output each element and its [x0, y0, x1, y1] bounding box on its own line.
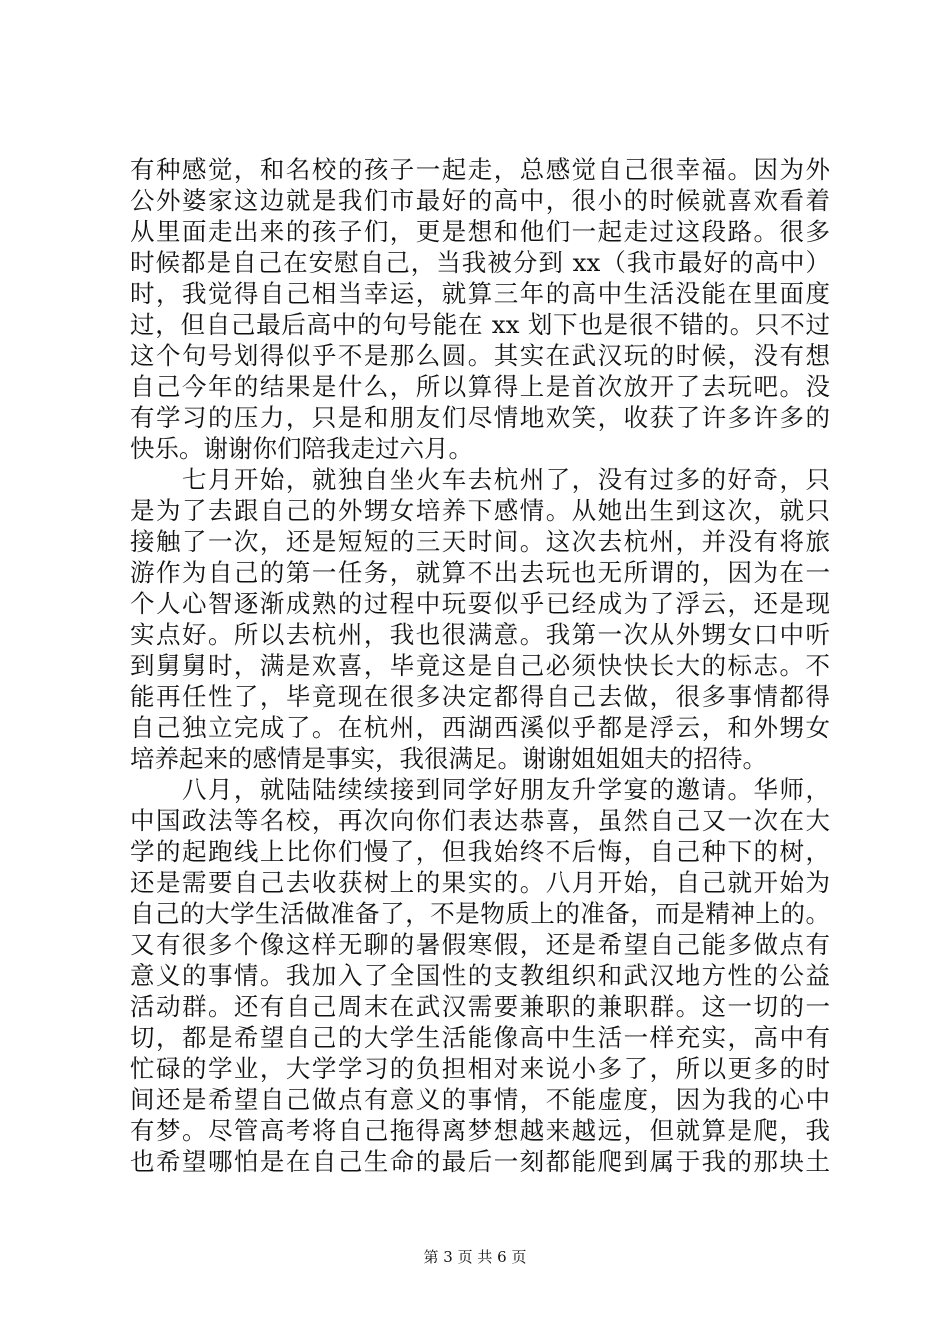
text-line: 能再任性了，毕竟现在很多决定都得自己去做，很多事情都得: [130, 682, 830, 711]
text-line: 游作为自己的第一任务，就算不出去玩也无所谓的，因为在一: [130, 558, 830, 587]
body-text: [130, 154, 830, 1177]
text-line: 过，但自己最后高中的句号能在 xx 划下也是很不错的。只不过: [130, 310, 830, 339]
text-line: 自己今年的结果是什么，所以算得上是首次放开了去玩吧。没: [130, 372, 830, 401]
text-line: 从里面走出来的孩子们，更是想和他们一起走过这段路。很多: [130, 217, 830, 246]
text-line: 有种感觉，和名校的孩子一起走，总感觉自己很幸福。因为外: [130, 155, 830, 184]
text-line: 快乐。谢谢你们陪我走过六月。: [130, 434, 473, 463]
text-line: 有梦。尽管高考将自己拖得离梦想越来越远，但就算是爬，我: [130, 1116, 830, 1145]
text-line: 时，我觉得自己相当幸运，就算三年的高中生活没能在里面度: [130, 279, 830, 308]
text-line: 学的起跑线上比你们慢了，但我始终不后悔，自己种下的树，: [130, 837, 830, 866]
text-line: 公外婆家这边就是我们市最好的高中，很小的时候就喜欢看着: [130, 186, 830, 215]
text-line: 七月开始，就独自坐火车去杭州了，没有过多的好奇，只: [130, 465, 830, 494]
text-line: 切，都是希望自己的大学生活能像高中生活一样充实，高中有: [130, 1023, 830, 1052]
text-line: 还是需要自己去收获树上的果实的。八月开始，自己就开始为: [130, 868, 830, 897]
text-line: 间还是希望自己做点有意义的事情，不能虚度，因为我的心中: [130, 1085, 830, 1114]
page-footer: 第 3 页 共 6 页: [423, 1248, 527, 1266]
text-line: 也希望哪怕是在自己生命的最后一刻都能爬到属于我的那块土: [130, 1147, 830, 1176]
text-line: 自己独立完成了。在杭州，西湖西溪似乎都是浮云，和外甥女: [130, 713, 830, 742]
text-line: 忙碌的学业，大学学习的负担相对来说小多了，所以更多的时: [130, 1054, 830, 1083]
text-line: 八月，就陆陆续续接到同学好朋友升学宴的邀请。华师，: [130, 775, 830, 804]
text-line: 这个句号划得似乎不是那么圆。其实在武汉玩的时候，没有想: [130, 341, 830, 370]
text-line: 时候都是自己在安慰自己，当我被分到 xx（我市最好的高中）: [130, 248, 830, 277]
text-line: 培养起来的感情是事实，我很满足。谢谢姐姐姐夫的招待。: [130, 744, 767, 773]
text-line: 实点好。所以去杭州，我也很满意。我第一次从外甥女口中听: [130, 620, 830, 649]
text-line: 到舅舅时，满是欢喜，毕竟这是自己必须快快长大的标志。不: [130, 651, 830, 680]
text-line: 中国政法等名校，再次向你们表达恭喜，虽然自己又一次在大: [130, 806, 830, 835]
text-line: 自己的大学生活做准备了，不是物质上的准备，而是精神上的。: [130, 899, 830, 928]
text-line: 个人心智逐渐成熟的过程中玩耍似乎已经成为了浮云，还是现: [130, 589, 830, 618]
text-line: 又有很多个像这样无聊的暑假寒假，还是希望自己能多做点有: [130, 930, 830, 959]
text-line: 有学习的压力，只是和朋友们尽情地欢笑，收获了许多许多的: [130, 403, 830, 432]
text-line: 意义的事情。我加入了全国性的支教组织和武汉地方性的公益: [130, 961, 830, 990]
text-line: 接触了一次，还是短短的三天时间。这次去杭州，并没有将旅: [130, 527, 830, 556]
text-line: 活动群。还有自己周末在武汉需要兼职的兼职群。这一切的一: [130, 992, 830, 1021]
text-line: 是为了去跟自己的外甥女培养下感情。从她出生到这次，就只: [130, 496, 830, 525]
